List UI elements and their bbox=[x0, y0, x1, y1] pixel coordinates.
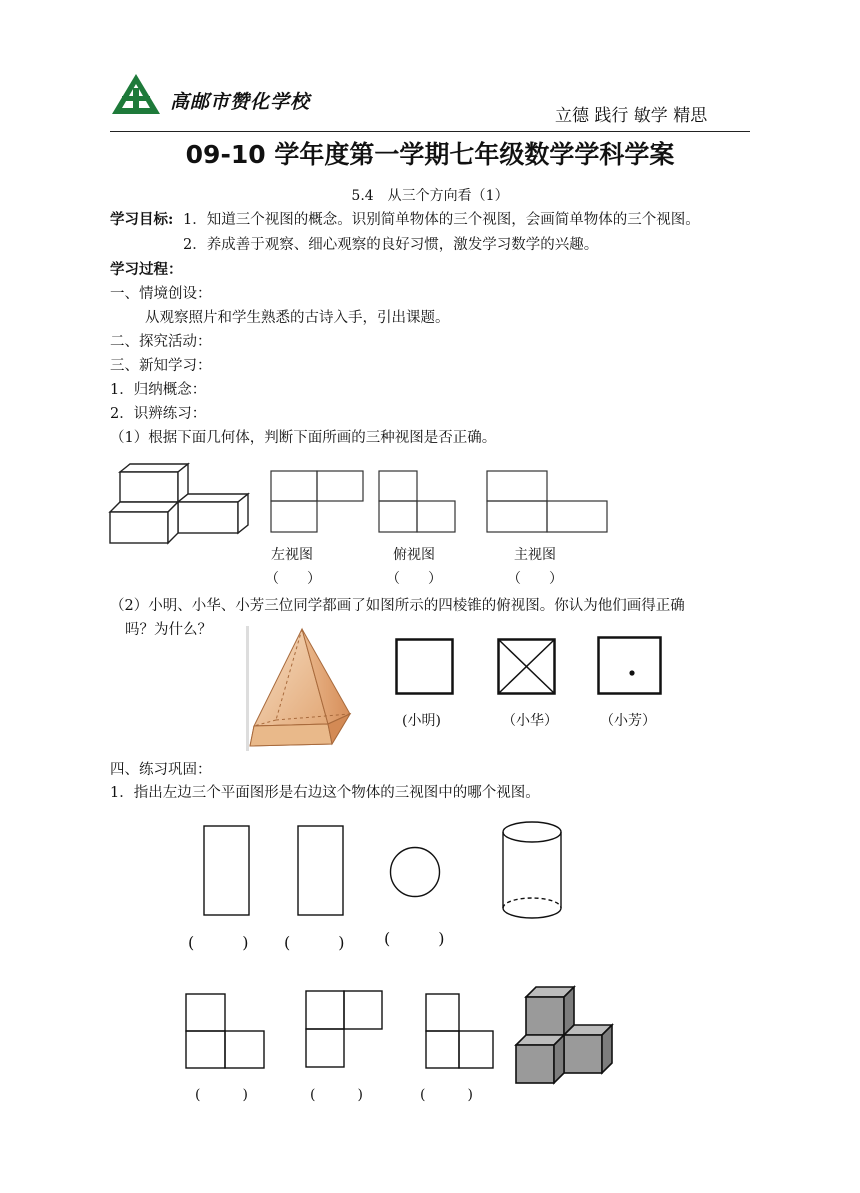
objective-item: 2．养成善于观察、细心观察的良好习惯，激发学习数学的兴趣。 bbox=[183, 237, 599, 253]
question-text: （1）根据下面几何体，判断下面所画的三种视图是否正确。 bbox=[110, 430, 497, 446]
l-shape-view-3 bbox=[425, 993, 497, 1070]
student-label: （小华） bbox=[502, 713, 558, 729]
exercise-text: 1．指出左边三个平面图形是右边这个物体的三视图中的哪个视图。 bbox=[110, 785, 540, 801]
view-label: 左视图 bbox=[271, 547, 313, 563]
section-heading: 一、情境创设： bbox=[110, 286, 212, 302]
school-logo bbox=[108, 70, 164, 120]
view-label: 俯视图 bbox=[393, 547, 435, 563]
rectangle-view bbox=[297, 825, 344, 917]
subsection-heading: 2．识辨练习： bbox=[110, 406, 207, 422]
logo-icon bbox=[108, 70, 164, 120]
student-label: (小明) bbox=[402, 713, 441, 729]
pyramid-image bbox=[246, 626, 356, 751]
objective-item: 1．知道三个视图的概念。识别简单物体的三个视图，会画简单物体的三个视图。 bbox=[183, 212, 700, 228]
process-label: 学习过程： bbox=[110, 261, 183, 278]
student-label: （小芳） bbox=[600, 713, 656, 729]
cube-stack-image bbox=[512, 985, 616, 1089]
question-text: （2）小明、小华、小芳三位同学都画了如图所示的四棱锥的俯视图。你认为他们画得正确 bbox=[110, 598, 685, 614]
document-title: 09-10 学年度第一学期七年级数学学科学案 bbox=[185, 140, 675, 169]
school-motto: 立德 践行 敏学 精思 bbox=[555, 106, 708, 126]
xiaohua-square-x bbox=[497, 638, 557, 696]
answer-blank[interactable]: ( ) bbox=[420, 1087, 473, 1103]
view-label: 主视图 bbox=[514, 547, 556, 563]
section-heading: 二、探究活动： bbox=[110, 334, 212, 350]
question-text: 吗？为什么？ bbox=[125, 622, 212, 638]
q1-view-left bbox=[270, 470, 365, 534]
answer-blank[interactable]: ( ) bbox=[384, 929, 445, 948]
q1-view-front bbox=[486, 470, 609, 534]
lesson-title: 5.4 从三个方向看（1） bbox=[351, 188, 509, 204]
answer-blank[interactable]: ( ) bbox=[310, 1087, 363, 1103]
subsection-heading: 1．归纳概念： bbox=[110, 382, 207, 398]
section-body: 从观察照片和学生熟悉的古诗入手，引出课题。 bbox=[145, 310, 450, 326]
l-shape-view-2 bbox=[305, 990, 385, 1070]
answer-blank[interactable]: ( ) bbox=[284, 933, 345, 952]
section-heading: 四、练习巩固： bbox=[110, 762, 212, 778]
answer-blank[interactable]: （ ） bbox=[265, 571, 321, 587]
header-divider bbox=[110, 131, 750, 132]
circle-view bbox=[389, 846, 441, 898]
l-shape-view bbox=[185, 993, 267, 1070]
cylinder-image bbox=[501, 820, 563, 920]
school-name: 高邮市赞化学校 bbox=[170, 91, 311, 113]
answer-blank[interactable]: （ ） bbox=[386, 571, 442, 587]
rectangle-view bbox=[203, 825, 250, 917]
xiaofang-square-dot bbox=[597, 636, 663, 696]
xiaoming-square bbox=[395, 638, 455, 696]
answer-blank[interactable]: （ ） bbox=[507, 571, 563, 587]
q1-view-top bbox=[378, 470, 458, 534]
objectives-label: 学习目标: bbox=[110, 211, 174, 228]
answer-blank[interactable]: ( ) bbox=[188, 933, 249, 952]
section-heading: 三、新知学习： bbox=[110, 358, 212, 374]
cuboid-solid-figure bbox=[108, 462, 253, 547]
answer-blank[interactable]: ( ) bbox=[195, 1087, 248, 1103]
